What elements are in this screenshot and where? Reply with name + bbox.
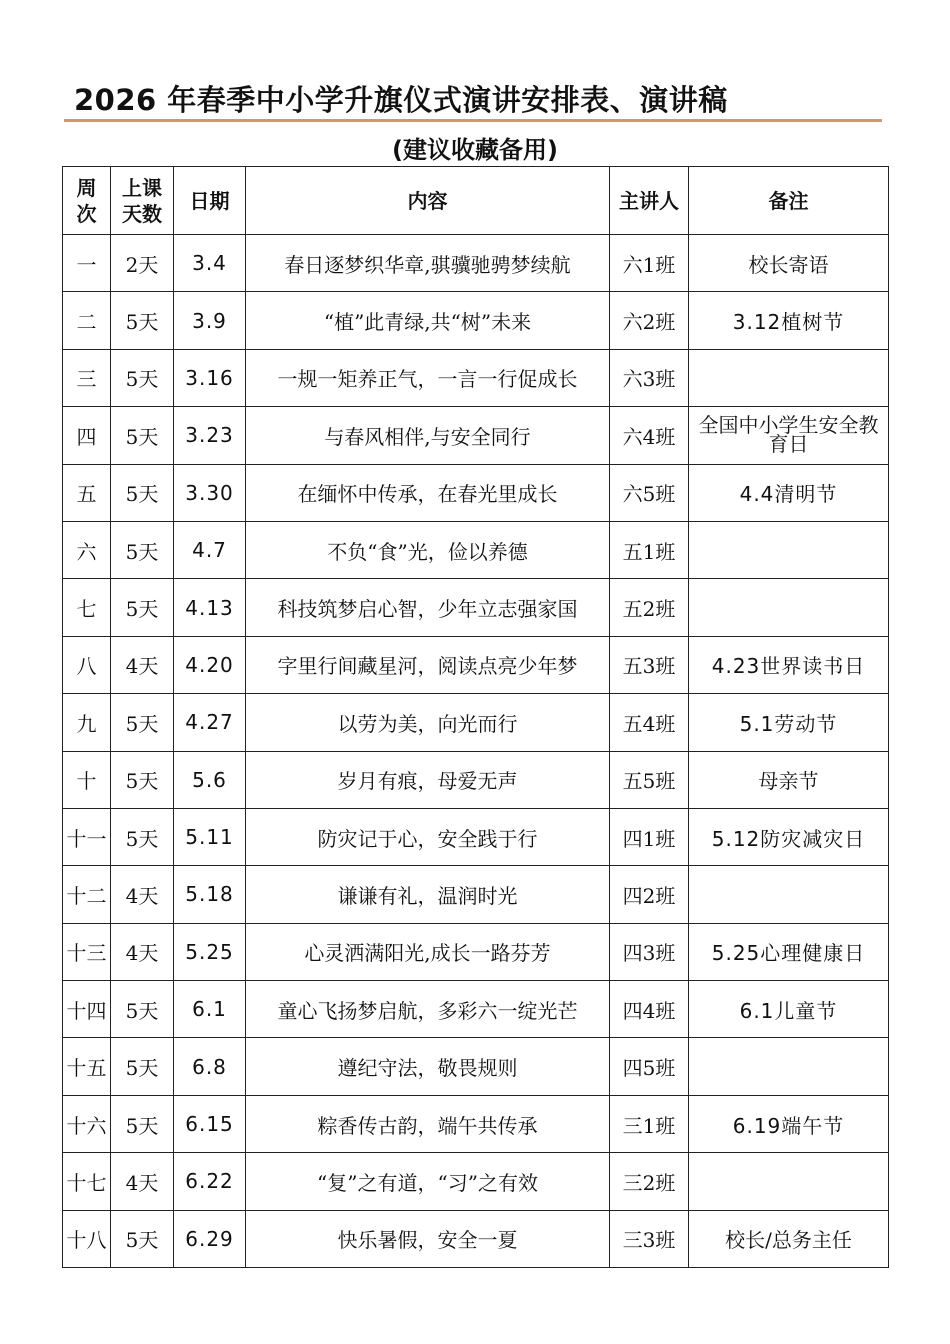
speaker-cell: 五2班 xyxy=(610,579,689,636)
days-cell: 5天 xyxy=(111,808,174,865)
title-divider xyxy=(64,119,882,122)
content-cell: 岁月有痕，母爱无声 xyxy=(246,751,610,808)
speaker-cell: 三3班 xyxy=(610,1210,689,1267)
date-cell: 6.22 xyxy=(174,1153,246,1210)
week-cell: 二 xyxy=(63,292,111,349)
note-cell: 校长/总务主任 xyxy=(689,1210,889,1267)
table-row xyxy=(63,1038,889,1095)
speaker-cell: 六2班 xyxy=(610,292,689,349)
note-cell: 6.1儿童节 xyxy=(689,981,889,1038)
week-cell: 十三 xyxy=(63,923,111,980)
table-row xyxy=(63,981,889,1038)
date-cell: 6.8 xyxy=(174,1038,246,1095)
speaker-cell: 六4班 xyxy=(610,407,689,464)
speaker-cell: 三2班 xyxy=(610,1153,689,1210)
table-row xyxy=(63,349,889,406)
days-cell: 5天 xyxy=(111,981,174,1038)
content-cell: 快乐暑假，安全一夏 xyxy=(246,1210,610,1267)
table-row xyxy=(63,636,889,693)
note-cell: 5.1劳动节 xyxy=(689,694,889,751)
week-cell: 十一 xyxy=(63,808,111,865)
table-row xyxy=(63,235,889,292)
date-cell: 5.6 xyxy=(174,751,246,808)
note-cell: 5.12防灾减灾日 xyxy=(689,808,889,865)
note-cell: 3.12植树节 xyxy=(689,292,889,349)
table-row xyxy=(63,923,889,980)
days-cell: 4天 xyxy=(111,923,174,980)
note-cell: 6.19端午节 xyxy=(689,1095,889,1152)
note-cell xyxy=(689,1153,889,1210)
speaker-cell: 四3班 xyxy=(610,923,689,980)
content-cell: 粽香传古韵，端午共传承 xyxy=(246,1095,610,1152)
note-cell: 5.25心理健康日 xyxy=(689,923,889,980)
note-cell: 全国中小学生安全教育日 xyxy=(689,407,889,464)
table-row xyxy=(63,1210,889,1267)
header-note: 备注 xyxy=(689,167,889,235)
week-cell: 三 xyxy=(63,349,111,406)
speaker-cell: 六1班 xyxy=(610,235,689,292)
speaker-cell: 六3班 xyxy=(610,349,689,406)
content-cell: 遵纪守法，敬畏规则 xyxy=(246,1038,610,1095)
days-cell: 4天 xyxy=(111,1153,174,1210)
note-cell xyxy=(689,521,889,578)
header-content: 内容 xyxy=(246,167,610,235)
week-cell: 十 xyxy=(63,751,111,808)
content-cell: 以劳为美，向光而行 xyxy=(246,694,610,751)
table-row xyxy=(63,1095,889,1152)
days-cell: 4天 xyxy=(111,866,174,923)
speaker-cell: 四2班 xyxy=(610,866,689,923)
date-cell: 5.11 xyxy=(174,808,246,865)
date-cell: 4.20 xyxy=(174,636,246,693)
days-cell: 5天 xyxy=(111,579,174,636)
days-cell: 5天 xyxy=(111,751,174,808)
week-cell: 一 xyxy=(63,235,111,292)
page-title: 2026 年春季中小学升旗仪式演讲安排表、演讲稿 xyxy=(74,83,728,117)
days-cell: 5天 xyxy=(111,349,174,406)
table-row xyxy=(63,521,889,578)
days-cell: 5天 xyxy=(111,1038,174,1095)
week-cell: 十六 xyxy=(63,1095,111,1152)
content-cell: 字里行间藏星河，阅读点亮少年梦 xyxy=(246,636,610,693)
content-cell: “植”此青绿,共“树”未来 xyxy=(246,292,610,349)
week-cell: 十四 xyxy=(63,981,111,1038)
days-cell: 5天 xyxy=(111,694,174,751)
speaker-cell: 三1班 xyxy=(610,1095,689,1152)
week-cell: 五 xyxy=(63,464,111,521)
table-row xyxy=(63,694,889,751)
speaker-cell: 四4班 xyxy=(610,981,689,1038)
date-cell: 4.7 xyxy=(174,521,246,578)
week-cell: 十八 xyxy=(63,1210,111,1267)
days-cell: 5天 xyxy=(111,1210,174,1267)
table-header-row xyxy=(63,167,889,235)
page-subtitle: (建议收藏备用) xyxy=(392,136,558,164)
date-cell: 3.16 xyxy=(174,349,246,406)
date-cell: 3.9 xyxy=(174,292,246,349)
week-cell: 九 xyxy=(63,694,111,751)
speaker-cell: 四1班 xyxy=(610,808,689,865)
days-cell: 5天 xyxy=(111,292,174,349)
content-cell: “复”之有道，“习”之有效 xyxy=(246,1153,610,1210)
week-cell: 四 xyxy=(63,407,111,464)
table-row xyxy=(63,751,889,808)
note-cell: 校长寄语 xyxy=(689,235,889,292)
content-cell: 在缅怀中传承，在春光里成长 xyxy=(246,464,610,521)
speaker-cell: 五3班 xyxy=(610,636,689,693)
note-cell xyxy=(689,866,889,923)
table-row xyxy=(63,464,889,521)
note-cell xyxy=(689,579,889,636)
content-cell: 一规一矩养正气，一言一行促成长 xyxy=(246,349,610,406)
content-cell: 心灵洒满阳光,成长一路芬芳 xyxy=(246,923,610,980)
week-cell: 八 xyxy=(63,636,111,693)
date-cell: 5.25 xyxy=(174,923,246,980)
schedule-table xyxy=(62,166,889,1268)
speaker-cell: 五1班 xyxy=(610,521,689,578)
speaker-cell: 四5班 xyxy=(610,1038,689,1095)
week-cell: 十五 xyxy=(63,1038,111,1095)
note-cell: 4.23世界读书日 xyxy=(689,636,889,693)
days-cell: 5天 xyxy=(111,521,174,578)
days-cell: 5天 xyxy=(111,407,174,464)
date-cell: 6.1 xyxy=(174,981,246,1038)
days-cell: 2天 xyxy=(111,235,174,292)
header-speaker: 主讲人 xyxy=(610,167,689,235)
date-cell: 3.23 xyxy=(174,407,246,464)
week-cell: 七 xyxy=(63,579,111,636)
content-cell: 童心飞扬梦启航，多彩六一绽光芒 xyxy=(246,981,610,1038)
content-cell: 春日逐梦织华章,骐骥驰骋梦续航 xyxy=(246,235,610,292)
table-row xyxy=(63,292,889,349)
note-cell: 母亲节 xyxy=(689,751,889,808)
date-cell: 6.29 xyxy=(174,1210,246,1267)
content-cell: 防灾记于心，安全践于行 xyxy=(246,808,610,865)
table-row xyxy=(63,579,889,636)
date-cell: 4.13 xyxy=(174,579,246,636)
speaker-cell: 五5班 xyxy=(610,751,689,808)
days-cell: 5天 xyxy=(111,464,174,521)
speaker-cell: 五4班 xyxy=(610,694,689,751)
table-row xyxy=(63,866,889,923)
header-date: 日期 xyxy=(174,167,246,235)
date-cell: 4.27 xyxy=(174,694,246,751)
date-cell: 6.15 xyxy=(174,1095,246,1152)
table-row xyxy=(63,1153,889,1210)
content-cell: 与春风相伴,与安全同行 xyxy=(246,407,610,464)
date-cell: 5.18 xyxy=(174,866,246,923)
week-cell: 六 xyxy=(63,521,111,578)
content-cell: 谦谦有礼，温润时光 xyxy=(246,866,610,923)
content-cell: 科技筑梦启心智，少年立志强家国 xyxy=(246,579,610,636)
date-cell: 3.4 xyxy=(174,235,246,292)
days-cell: 4天 xyxy=(111,636,174,693)
header-week: 周次 xyxy=(63,167,111,235)
note-cell: 4.4清明节 xyxy=(689,464,889,521)
table-row xyxy=(63,808,889,865)
table-row xyxy=(63,407,889,464)
week-cell: 十七 xyxy=(63,1153,111,1210)
speaker-cell: 六5班 xyxy=(610,464,689,521)
days-cell: 5天 xyxy=(111,1095,174,1152)
header-days: 上课天数 xyxy=(111,167,174,235)
note-cell xyxy=(689,1038,889,1095)
note-cell xyxy=(689,349,889,406)
content-cell: 不负“食”光，俭以养德 xyxy=(246,521,610,578)
week-cell: 十二 xyxy=(63,866,111,923)
date-cell: 3.30 xyxy=(174,464,246,521)
